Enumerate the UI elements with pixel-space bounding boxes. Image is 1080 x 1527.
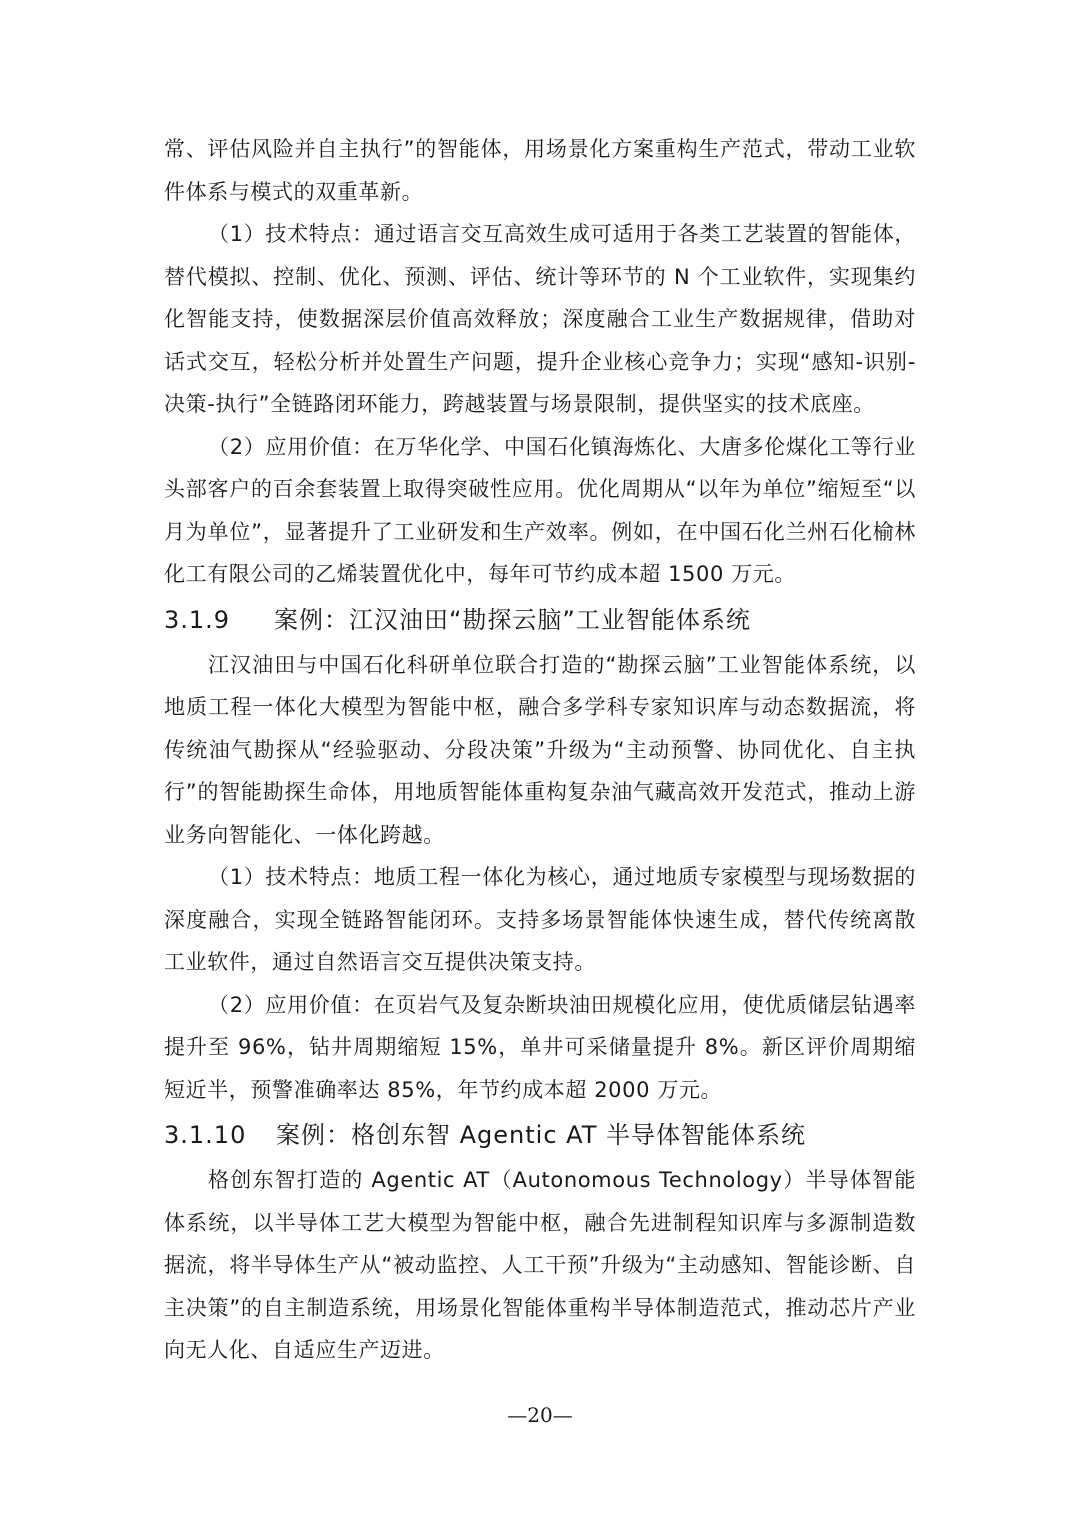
section-title: 案例：江汉油田“勘探云脑”工业智能体系统 xyxy=(274,605,751,634)
paragraph-continuation: 常、评估风险并自主执行”的智能体，用场景化方案重构生产范式，带动工业软件体系与模式的双重革新。 xyxy=(164,137,916,204)
paragraph-tech-features-2: （1）技术特点：地质工程一体化为核心，通过地质专家模型与现场数据的深度融合，实现全链路智能闭环。支持多场景智能体快速生成，替代传统离散工业软件，通过自然语言交互提供决策支持。 xyxy=(164,865,916,974)
section-heading-3-1-10 xyxy=(164,1111,916,1159)
paragraph-app-value-2: （2）应用价值：在页岩气及复杂断块油田规模化应用，使优质储层钻遇率提升至 96%，钻井周期缩短 15%，单井可采储量提升 8%。新区评价周期缩短近半，预警准确率达 85%，年节约成本超 2000 万元。 xyxy=(164,992,916,1102)
paragraph-jianghan-intro: 江汉油田与中国石化科研单位联合打造的“勘探云脑”工业智能体系统，以地质工程一体化大模型为智能中枢，融合多学科专家知识库与动态数据流，将传统油气勘探从“经验驱动、分段决策”升级为“主动预警、协同优化、自主执行”的智能勘探生命体，用地质智能体重构复杂油气藏高效开发范式，推动上游业务向智能化、一体化跨越。 xyxy=(164,652,916,847)
page-number: —20— xyxy=(507,1403,573,1427)
paragraph-app-value-1: （2）应用价值：在万华化学、中国石化镇海炼化、大唐多伦煤化工等行业头部客户的百余套装置上取得突破性应用。优化周期从“以年为单位”缩短至“以月为单位”，显著提升了工业研发和生产效率。例如，在中国石化兰州石化榆林化工有限公司的乙烯装置优化中，每年可节约成本超 1500 万元。 xyxy=(164,434,916,586)
paragraph-tech-features-1: （1）技术特点：通过语言交互高效生成可适用于各类工艺装置的智能体，替代模拟、控制、优化、预测、评估、统计等环节的 N 个工业软件，实现集约化智能支持，使数据深层价值高效释放；深度融合工业生产数据规律，借助对话式交互，轻松分析并处置生产问题，提升企业核心竞争力；实现“感知-识别-决策-执行”全链路闭环能力，跨越装置与场景限制，提供坚实的技术底座。 xyxy=(164,222,916,416)
document-body xyxy=(164,128,916,1372)
section-heading-3-1-9 xyxy=(164,596,916,644)
section-title: 案例：格创东智 Agentic AT 半导体智能体系统 xyxy=(276,1121,807,1149)
section-number: 3.1.9 xyxy=(164,605,231,634)
paragraph-gechuang-intro: 格创东智打造的 Agentic AT（Autonomous Technology）半导体智能体系统，以半导体工艺大模型为智能中枢，融合先进制程知识库与多源制造数据流，将半导体生产从“被动监控、人工干预”升级为“主动感知、智能诊断、自主决策”的自主制造系统，用场景化智能体重构半导体制造范式，推动芯片产业向无人化、自适应生产迈进。 xyxy=(164,1168,916,1362)
section-number: 3.1.10 xyxy=(164,1121,247,1149)
